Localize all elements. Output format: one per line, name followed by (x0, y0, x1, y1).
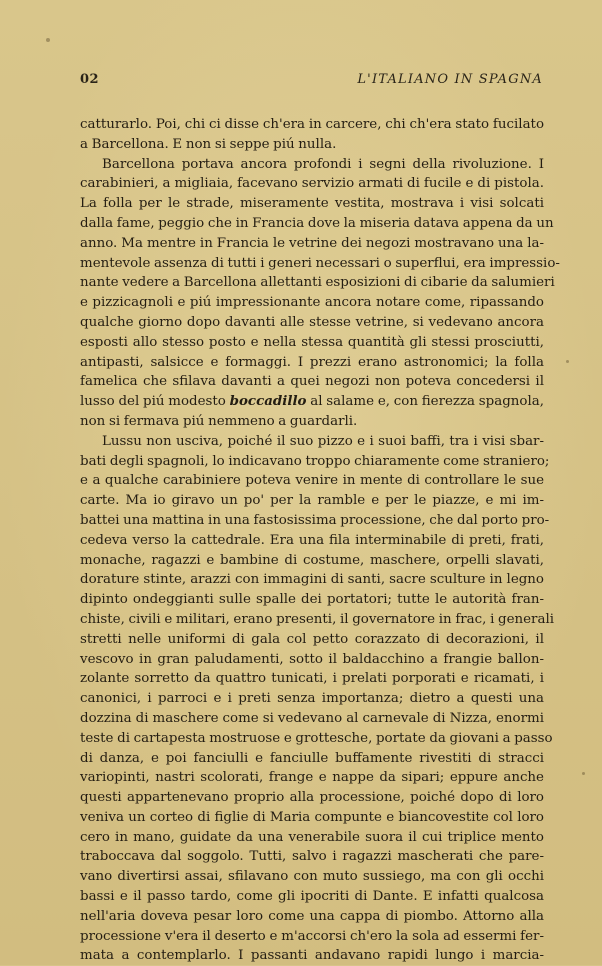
text-line: bati degli spagnoli, lo indicavano troppo chiaramente come straniero; (80, 453, 550, 469)
text-line: carabinieri, a migliaia, facevano servizio armati di fucile e di pistola. (80, 176, 544, 192)
text-line: questi appartenevano proprio alla processione, poiché dopo di loro (80, 790, 544, 806)
text-line: nante vedere a Barcellona allettanti esposizioni di cibarie da salumieri (80, 275, 555, 291)
running-title: L'ITALIANO IN SPAGNA (357, 72, 543, 87)
text-line: canonici, i parroci e i preti senza importanza; dietro a questi una (80, 691, 544, 707)
text-line: cero in mano, guidate da una venerabile suora il cui triplice mento (80, 829, 544, 845)
paper-speck (566, 360, 569, 363)
text-line: anno. Ma mentre in Francia le vetrine dei negozi mostravano una la- (80, 235, 544, 251)
text-line: a Barcellona. E non si seppe piú nulla. (80, 136, 337, 152)
body-text (80, 115, 560, 966)
text-line: di danza, e poi fanciulli e fanciulle buffamente rivestiti di stracci (80, 750, 544, 766)
text-line: mentevole assenza di tutti i generi necessari o superflui, era impressio- (80, 255, 560, 271)
text-line: bassi e il passo tardo, come gli ipocriti di Dante. E infatti qualcosa (80, 889, 544, 905)
text-line: stretti nelle uniformi di gala col petto corazzato di decorazioni, il (80, 631, 544, 647)
text-fragment: al salame e, con fierezza spagnola, (306, 394, 544, 410)
text-line: traboccava dal soggolo. Tutti, salvo i ragazzi mascherati che pare- (80, 849, 544, 865)
text-line: antipasti, salsicce e formaggi. I prezzi erano astronomici; la folla (80, 354, 544, 370)
text-line: veniva un corteo di figlie di Maria compunte e biancovestite col loro (80, 809, 544, 825)
text-line: dozzina di maschere come si vedevano al carnevale di Nizza, enormi (80, 710, 544, 726)
text-line: dalla fame, peggio che in Francia dove la miseria datava appena da un (80, 215, 554, 231)
paper-speck (582, 772, 585, 775)
text-line: battei una mattina in una fastosissima processione, che dal porto pro- (80, 512, 550, 528)
text-line: catturarlo. Poi, chi ci disse ch'era in carcere, chi ch'era stato fucilato (80, 117, 544, 132)
text-line: vano divertirsi assai, sfilavano con muto sussiego, ma con gli occhi (80, 869, 544, 885)
text-line: teste di cartapesta mostruose e grottesche, portate da giovani a passo (80, 730, 553, 746)
text-line: carte. Ma io giravo un po' per la ramble e per le piazze, e mi im- (80, 493, 544, 509)
text-line: esposti allo stesso posto e nella stessa quantità gli stessi prosciutti, (80, 334, 544, 350)
text-line: qualche giorno dopo davanti alle stesse vetrine, si vedevano ancora (80, 314, 544, 330)
text-line: vescovo in gran paludamenti, sotto il baldacchino a frangie ballon- (80, 651, 544, 667)
text-line: non si fermava piú nemmeno a guardarli. (80, 413, 358, 429)
text-line: chiste, civili e militari, erano presenti, il governatore in frac, i generali (80, 611, 555, 627)
text-fragment: lusso del piú modesto (80, 394, 230, 410)
paragraph-start-line: Lussu non usciva, poiché il suo pizzo e i suoi baffi, tra i visi sbar- (102, 433, 544, 449)
text-line: variopinti, nastri scolorati, frange e nappe da sipari; eppure anche (80, 770, 544, 786)
text-line: famelica che sfilava davanti a quei negozi non poteva concedersi il (80, 374, 544, 390)
text-line: dipinto ondeggianti sulle spalle dei portatori; tutte le autorità fran- (80, 592, 544, 608)
text-line: processione v'era il deserto e m'accorsi ch'ero la sola ad essermi fer- (80, 928, 544, 944)
running-head (80, 72, 543, 90)
text-line: e pizzicagnoli e piú impressionante ancora notare come, ripassando (80, 295, 544, 311)
paper-speck (46, 38, 50, 42)
text-line: La folla per le strade, miseramente vestita, mostrava i visi solcati (80, 196, 544, 212)
paragraph-start-line: Barcellona portava ancora profondi i segni della rivoluzione. I (102, 156, 544, 172)
text-line: nell'aria doveva pesar loro come una cappa di piombo. Attorno alla (80, 908, 544, 924)
page-number: 02 (80, 72, 100, 87)
italic-word: boccadillo (229, 393, 307, 410)
text-line: mata a contemplarlo. I passanti andavano rapidi lungo i marcia- (80, 948, 544, 964)
text-line: zolante sorretto da quattro tunicati, i prelati porporati e ricamati, i (80, 671, 544, 687)
text-line: e a qualche carabiniere poteva venire in mente di controllare le sue (80, 473, 544, 489)
text-line-with-italic (80, 392, 544, 412)
text-line: monache, ragazzi e bambine di costume, maschere, orpelli slavati, (80, 552, 544, 568)
text-line: cedeva verso la cattedrale. Era una fila interminabile di preti, frati, (80, 532, 544, 548)
text-line: dorature stinte, arazzi con immagini di santi, sacre sculture in legno (80, 572, 544, 588)
